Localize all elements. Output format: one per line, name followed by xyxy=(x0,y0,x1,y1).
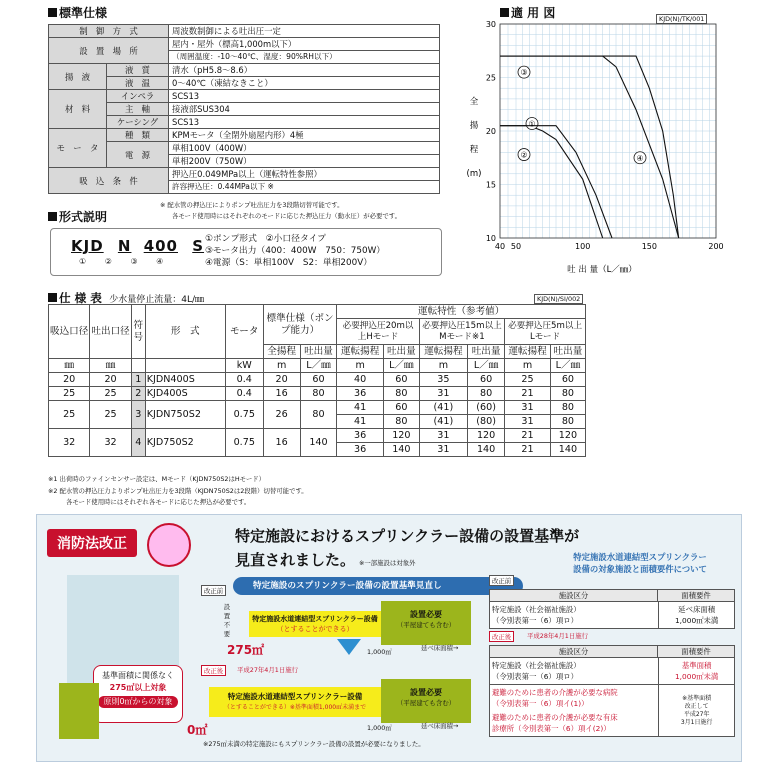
spec-cell: 0.4 xyxy=(225,387,263,401)
spec-cell: 60 xyxy=(468,373,505,387)
std-spec-value: 押込圧0.049MPa以上（運転特性参照） xyxy=(169,168,440,181)
std-spec-row xyxy=(49,103,440,116)
unit-m: m xyxy=(505,359,551,373)
x-tick-label: 150 xyxy=(641,242,657,251)
area-275: 275㎡ xyxy=(227,643,265,657)
spec-cell: 120 xyxy=(468,429,505,443)
spec-cell: 0.75 xyxy=(225,429,263,457)
spec-cell: 32 xyxy=(49,429,90,457)
left-badge: 基準面積に関係なく 275㎡以上対象 原則0㎡からの対象 xyxy=(93,665,183,723)
h-flow: 吐出量 xyxy=(468,345,505,359)
y-tick-label: 10 xyxy=(485,234,496,243)
std-spec-category: 吸 込 条 件 xyxy=(49,168,169,194)
spec-cell: 4 xyxy=(131,429,145,457)
fire-law-banner xyxy=(36,514,742,762)
x-axis-label: 吐 出 量（L／㎜） xyxy=(567,265,637,275)
std-spec-row xyxy=(49,116,440,129)
spec-cell: 21 xyxy=(505,387,551,401)
spec-cell: 3 xyxy=(131,401,145,429)
std-spec-value: KPMモータ（全閉外扇屋内形）4極 xyxy=(169,129,440,142)
std-spec-title: 標準仕様 xyxy=(48,4,107,21)
banner-footnote: ※275㎡未満の特定施設にもスプリンクラー設備の設置が必要になりました。 xyxy=(203,740,425,748)
right-before-label: 改正前 xyxy=(489,575,514,586)
spec-cell: 60 xyxy=(383,373,419,387)
std-spec-note1: ※ 配水管の押込圧によりポンプ吐出圧力を3段階切替可能です。 xyxy=(160,201,344,209)
std-spec-value: 清水（pH5.8〜8.6） xyxy=(169,64,440,77)
y-tick-label: 25 xyxy=(485,73,496,83)
h-motor: モータ xyxy=(225,305,263,359)
firefighter-icon xyxy=(147,523,191,567)
spec-cell: 60 xyxy=(300,373,337,387)
spec-cell: 60 xyxy=(383,401,419,415)
std-spec-subcategory: 主 軸 xyxy=(107,103,169,116)
spec-row xyxy=(49,387,586,401)
spec-cell: (41) xyxy=(419,415,467,429)
model-desc-title: 形式説明 xyxy=(48,208,107,225)
y-axis-label: 揚 xyxy=(469,121,479,131)
spec-cell: 140 xyxy=(300,429,337,457)
std-spec-value: 単相200V（750W） xyxy=(169,155,440,168)
unit-lmin: L／㎜ xyxy=(383,359,419,373)
spec-cell: 25 xyxy=(49,401,90,429)
spec-cell: 41 xyxy=(337,415,384,429)
spec-cell: KJD750S2 xyxy=(145,429,225,457)
h-char: 運転特性（参考値） xyxy=(337,305,586,319)
center-after-label: 改正後 xyxy=(201,665,226,676)
spec-cell: 25 xyxy=(505,373,551,387)
spec-cell: KJDN400S xyxy=(145,373,225,387)
not-required-label: 設置不要 xyxy=(223,603,231,638)
h-model: 形 式 xyxy=(145,305,225,359)
spec-cell: 36 xyxy=(337,443,384,457)
spec-cell: (80) xyxy=(468,415,505,429)
std-spec-category: 設 置 場 所 xyxy=(49,38,169,64)
series-label: ④ xyxy=(636,153,644,163)
spec-cell: (60) xyxy=(468,401,505,415)
spec-cell: 25 xyxy=(49,387,90,401)
series-line xyxy=(500,126,603,238)
std-spec-category: モ ー タ xyxy=(49,129,107,168)
x-tick-label: 40 xyxy=(494,242,506,251)
right-after-label: 改正後 xyxy=(489,631,514,642)
section-sub1: 特定施設のスプリンクラー設備の設置基準見直し xyxy=(233,577,523,595)
y-tick-label: 20 xyxy=(485,127,496,136)
std-spec-subcategory: 電 源 xyxy=(107,142,169,168)
unit-mm: ㎜ xyxy=(90,359,131,373)
series-label: ① xyxy=(528,119,536,129)
unit-lmin: L／㎜ xyxy=(300,359,337,373)
spec-table xyxy=(48,304,586,457)
spec-cell: 35 xyxy=(419,373,467,387)
chart-code: KJD(N)/TK/001 xyxy=(656,14,707,24)
std-spec-row xyxy=(49,64,440,77)
house-icon xyxy=(59,683,99,739)
spec-cell: 32 xyxy=(90,429,131,457)
spec-cell: 36 xyxy=(337,387,384,401)
y-axis-label: 全 xyxy=(469,97,479,107)
spec-table-title: 仕 様 表 少水量停止流量：4L/㎜ xyxy=(48,290,204,306)
right-after-date: 平成28年4月1日施行 xyxy=(527,632,588,640)
spec-cell: 2 xyxy=(131,387,145,401)
spec-row xyxy=(49,429,586,443)
spec-cell: 31 xyxy=(505,415,551,429)
spec-cell: 25 xyxy=(90,387,131,401)
area-1000-bottom: 1,000㎡ xyxy=(367,724,392,732)
h-no: 符号 xyxy=(131,305,145,359)
law-tag: 消防法改正 xyxy=(47,529,137,557)
std-spec-row xyxy=(49,142,440,155)
std-spec-subcategory: インペラ xyxy=(107,90,169,103)
down-arrow-icon xyxy=(337,639,361,655)
y-tick-label: 30 xyxy=(485,20,496,29)
chart-title: 適 用 図 xyxy=(500,4,555,21)
h-discharge: 吐出口径 xyxy=(90,305,131,359)
std-spec-category: 揚 液 xyxy=(49,64,107,90)
y-tick-label: 15 xyxy=(485,180,496,190)
spec-cell: 120 xyxy=(550,429,585,443)
bar-after-required: 設置必要 （平屋建ても含む） xyxy=(381,679,471,723)
spec-cell: 80 xyxy=(300,387,337,401)
area-0: 0㎡ xyxy=(187,723,208,737)
right-table-after: 施設区分 面積要件 特定施設（社会福祉施設） （令別表第一（6）項ロ） 基準面積 1,000㎡未満 避難のために患者の介護が必要な病院 （令別表第一（6）項イ(1)） 避難のために患者の介護が必要な有床 診療所（令別表第一（6）項イ(2)） ※基準面積 改正して 平成27年 3月1日施行 xyxy=(489,645,735,737)
std-spec-value: SCS13 xyxy=(169,116,440,129)
h-std: 標準仕様（ポンプ能力） xyxy=(263,305,337,345)
spec-cell: 140 xyxy=(383,443,419,457)
headline-1: 特定施設におけるスプリンクラー設備の設置基準が xyxy=(235,527,580,545)
std-spec-category: 材 料 xyxy=(49,90,107,129)
unit-mm: ㎜ xyxy=(49,359,90,373)
std-spec-table xyxy=(48,24,440,194)
unit-m: m xyxy=(263,359,300,373)
spec-cell: 20 xyxy=(263,373,300,387)
std-spec-value: 単相100V（400W） xyxy=(169,142,440,155)
bar-before-connected: 特定施設水道連結型スプリンクラー設備 （とすることができる） xyxy=(249,611,381,637)
spec-cell: 21 xyxy=(505,429,551,443)
std-spec-value: 許容押込圧：0.44MPa以下 ※ xyxy=(169,181,440,194)
spec-cell: 0.75 xyxy=(225,401,263,429)
area-1000-top: 1,000㎡ xyxy=(367,648,392,656)
spec-cell: 26 xyxy=(263,401,300,429)
right-table-before: 施設区分 面積要件 特定施設（社会福祉施設） （令別表第一（6）項ロ） 延べ床面積 1,000㎡未満 xyxy=(489,589,735,629)
spec-cell: 36 xyxy=(337,429,384,443)
h-flow: 吐出量 xyxy=(300,345,337,359)
series-label: ② xyxy=(520,150,528,160)
std-spec-value: 0〜40℃（凍結なきこと） xyxy=(169,77,440,90)
std-spec-subcategory: 液 質 xyxy=(107,64,169,77)
headline-2: 見直されました。 ※一部施設は対象外 xyxy=(235,551,416,569)
std-spec-row xyxy=(49,90,440,103)
std-spec-value: 屋内・屋外（標高1,000m以下） xyxy=(169,38,440,51)
spec-cell: 80 xyxy=(550,415,585,429)
spec-table-code: KJD(N)/SI/002 xyxy=(534,294,583,304)
spec-note1: ※1 出荷時のファインセンサー設定は、Mモード（KJDN750S2はHモード） xyxy=(48,475,265,483)
spec-cell: 21 xyxy=(505,443,551,457)
right-title: 特定施設水道連結型スプリンクラー 設備の対象施設と面積要件について xyxy=(573,552,707,574)
bar-after-connected: 特定施設水道連結型スプリンクラー設備 （とすることができる）※基準面積1,000㎡未満まで xyxy=(209,687,381,717)
spec-cell: 140 xyxy=(468,443,505,457)
x-tick-label: 100 xyxy=(575,242,591,251)
h-runhead: 運転揚程 xyxy=(419,345,467,359)
y-axis-label: 程 xyxy=(469,145,479,155)
spec-cell: 16 xyxy=(263,429,300,457)
std-spec-row xyxy=(49,38,440,51)
std-spec-subcategory: 種 類 xyxy=(107,129,169,142)
spec-cell: 16 xyxy=(263,387,300,401)
spec-cell: 31 xyxy=(505,401,551,415)
spec-cell: 120 xyxy=(383,429,419,443)
std-spec-value: （周囲温度：-10〜40℃、湿度：90%RH以下） xyxy=(169,51,440,64)
spec-cell: 80 xyxy=(550,401,585,415)
spec-cell: 31 xyxy=(419,387,467,401)
spec-cell: 80 xyxy=(300,401,337,429)
center-before-label: 改正前 xyxy=(201,585,226,596)
model-desc-lines: ①ポンプ形式 ②小口径タイプ ③モータ出力（400：400W 750：750W） ④電源（S：単相100V S2：単相200V） xyxy=(205,234,386,268)
spec-row xyxy=(49,373,586,387)
model-desc-box xyxy=(50,228,442,276)
y-axis-label: (m) xyxy=(466,169,482,179)
std-spec-row xyxy=(49,168,440,181)
std-spec-value: 周波数制御による吐出圧一定 xyxy=(169,25,440,38)
std-spec-subcategory: ケーシング xyxy=(107,116,169,129)
h-lmode: 必要押込圧5m以上Lモード xyxy=(505,319,586,345)
x-axis-label-top: 延べ床面積→ xyxy=(421,644,459,652)
h-flow: 吐出量 xyxy=(383,345,419,359)
spec-note3: 各モード使用時にはそれぞれ各モードに応じた押込が必要です。 xyxy=(66,498,251,506)
h-hmode: 必要押込圧20m以上Hモード xyxy=(337,319,419,345)
unit-m: m xyxy=(419,359,467,373)
application-chart xyxy=(462,18,762,280)
h-flow: 吐出量 xyxy=(550,345,585,359)
series-label: ③ xyxy=(520,68,528,78)
spec-row xyxy=(49,401,586,415)
h-runhead: 運転揚程 xyxy=(505,345,551,359)
std-spec-row xyxy=(49,129,440,142)
spec-note2: ※2 配水管の押込圧力よりポンプ吐出圧力を3段階（KJDN750S2は2段階）切替可能です。 xyxy=(48,487,308,495)
spec-cell: 40 xyxy=(337,373,384,387)
spec-cell: 25 xyxy=(90,401,131,429)
std-spec-row xyxy=(49,25,440,38)
h-suction: 吸込口径 xyxy=(49,305,90,359)
unit-lmin: L／㎜ xyxy=(468,359,505,373)
spec-cell: 80 xyxy=(468,387,505,401)
std-spec-subcategory: 液 温 xyxy=(107,77,169,90)
std-spec-note2: 各モード使用時にはそれぞれのモードに応じた押込圧力（動水圧）が必要です。 xyxy=(172,212,402,220)
unit-m: m xyxy=(337,359,384,373)
spec-cell: 1 xyxy=(131,373,145,387)
x-tick-label: 200 xyxy=(708,242,724,251)
spec-cell: 31 xyxy=(419,443,467,457)
spec-cell: 20 xyxy=(90,373,131,387)
spec-cell: 140 xyxy=(550,443,585,457)
spec-cell: KJD400S xyxy=(145,387,225,401)
spec-cell: KJDN750S2 xyxy=(145,401,225,429)
spec-cell: 20 xyxy=(49,373,90,387)
spec-cell: (41) xyxy=(419,401,467,415)
x-tick-label: 50 xyxy=(510,242,522,251)
spec-cell: 80 xyxy=(383,415,419,429)
x-axis-label-bottom: 延べ床面積→ xyxy=(421,722,459,730)
spec-cell: 41 xyxy=(337,401,384,415)
unit-lmin: L／㎜ xyxy=(550,359,585,373)
model-code-nums: ① ② ③ ④ xyxy=(79,257,164,266)
std-spec-category: 制 御 方 式 xyxy=(49,25,169,38)
spec-cell: 80 xyxy=(383,387,419,401)
spec-cell: 31 xyxy=(419,429,467,443)
h-runhead: 運転揚程 xyxy=(337,345,384,359)
std-spec-row xyxy=(49,77,440,90)
std-spec-value: SCS13 xyxy=(169,90,440,103)
center-after-date: 平成27年4月1日施行 xyxy=(237,666,298,674)
h-mmode: 必要押込圧15m以上Mモード※1 xyxy=(419,319,504,345)
spec-cell: 60 xyxy=(550,373,585,387)
spec-cell: 80 xyxy=(550,387,585,401)
spec-cell: 0.4 xyxy=(225,373,263,387)
bar-before-required: 設置必要 （平屋建ても含む） xyxy=(381,601,471,645)
std-spec-value: 接液部SUS304 xyxy=(169,103,440,116)
h-head: 全揚程 xyxy=(263,345,300,359)
model-code: KJD N 400 S xyxy=(71,237,205,255)
unit-kw: kW xyxy=(225,359,263,373)
